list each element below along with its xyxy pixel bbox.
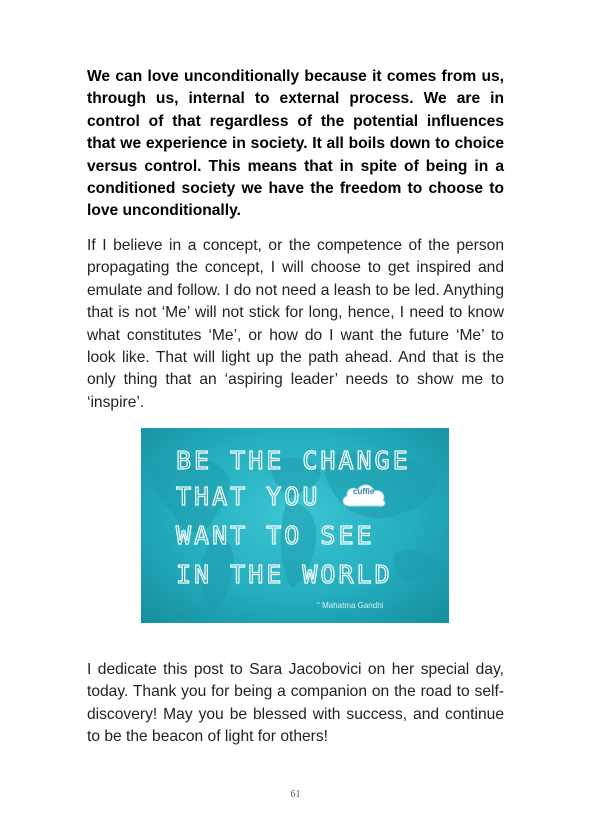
quote-attribution: " Mahatma Gandhi xyxy=(317,601,384,610)
quote-poster-image xyxy=(141,428,449,623)
cloud-logo-icon xyxy=(339,480,389,510)
page-number: 61 xyxy=(290,789,301,800)
poster-line-1: BE THE CHANGE xyxy=(176,446,411,475)
dedication-paragraph: I dedicate this post to Sara Jacobovici on her special day, today. Thank you for being a companion on the road to self-discovery! May you be blessed with success, and continue to be the beacon of light for others! xyxy=(87,661,504,746)
poster-line-4: IN THE WORLD xyxy=(176,560,393,589)
bold-paragraph: We can love unconditionally because it comes from us, through us, internal to external process. We are in control of that regardless of the potential influences that we experience in society. It all boils down to choice versus control. This means that in spite of being in a conditioned society we have the freedom to choose to love unconditionally. xyxy=(87,68,504,220)
poster-line-3: WANT TO SEE xyxy=(176,521,375,550)
logo-text: cuffie xyxy=(353,487,375,496)
concept-paragraph: If I believe in a concept, or the competence of the person propagating the concept, I will choose to get inspired and emulate and follow. I do not need a leash to be led. Anything that is not ‘Me’ will not stick for long, hence, I need to know what constitutes ‘Me’, or how do I want the future ‘Me’ to look like. That will light up the path ahead. And that is the only thing that an ‘aspiring leader’ needs to show me to ‘inspire’. xyxy=(87,237,504,411)
poster-line-2: THAT YOU xyxy=(176,482,321,511)
